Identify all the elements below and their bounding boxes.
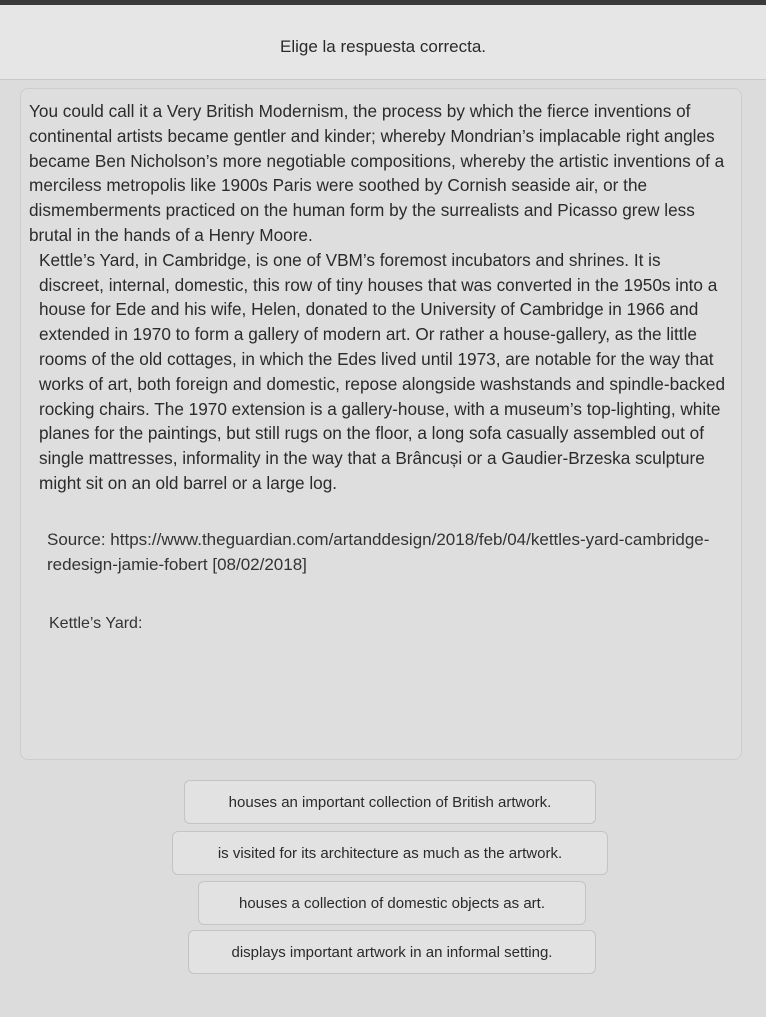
answer-option-1[interactable]: houses an important collection of British artwork. <box>184 780 596 824</box>
question-stem: Kettle’s Yard: <box>49 615 143 633</box>
passage-paragraph-2: Kettle’s Yard, in Cambridge, is one of VBM’s foremost incubators and shrines. It is discreet, internal, domestic, this row of tiny houses that was converted in the 1950s into a house for Ede and his wife, Helen, donated to the University of Cambridge in 1966 and extended in 1970 to form a gallery of modern art. Or rather a house-gallery, as the little rooms of the old cottages, in which the Edes lived until 1973, are notable for the way that works of art, both foreign and domestic, repose alongside washstands and spindle-backed rocking chairs. The 1970 extension is a gallery-house, with a museum’s top-lighting, white planes for the paintings, but still rugs on the floor, a long sofa casually assembled out of single mattresses, informality in the way that a Brâncuși or a Gaudier-Brzeska sculpture might sit on an old barrel or a large log. <box>39 249 725 493</box>
header <box>0 5 766 80</box>
instruction-title: Elige la respuesta correcta. <box>280 37 486 56</box>
answer-option-3[interactable]: houses a collection of domestic objects as art. <box>198 881 586 925</box>
answer-option-2[interactable]: is visited for its architecture as much as the artwork. <box>172 831 608 875</box>
passage-paragraph-1: You could call it a Very British Modernism, the process by which the fierce inventions of continental artists became gentler and kinder; whereby Mondrian’s implacable right angles became Ben Nicholson’s more negotiable compositions, whereby the artistic inventions of a merciless metropolis like 1900s Paris were soothed by Cornish seaside air, or the dismemberments practiced on the human form by the surrealists and Picasso grew less brutal in the hands of a Henry Moore. <box>29 101 725 245</box>
passage-card <box>20 88 742 760</box>
answer-option-4[interactable]: displays important artwork in an informal setting. <box>188 930 596 974</box>
source-citation: Source: https://www.theguardian.com/artanddesign/2018/feb/04/kettles-yard-cambridge-redesign-jamie-fobert [08/02/2018] <box>47 529 710 574</box>
